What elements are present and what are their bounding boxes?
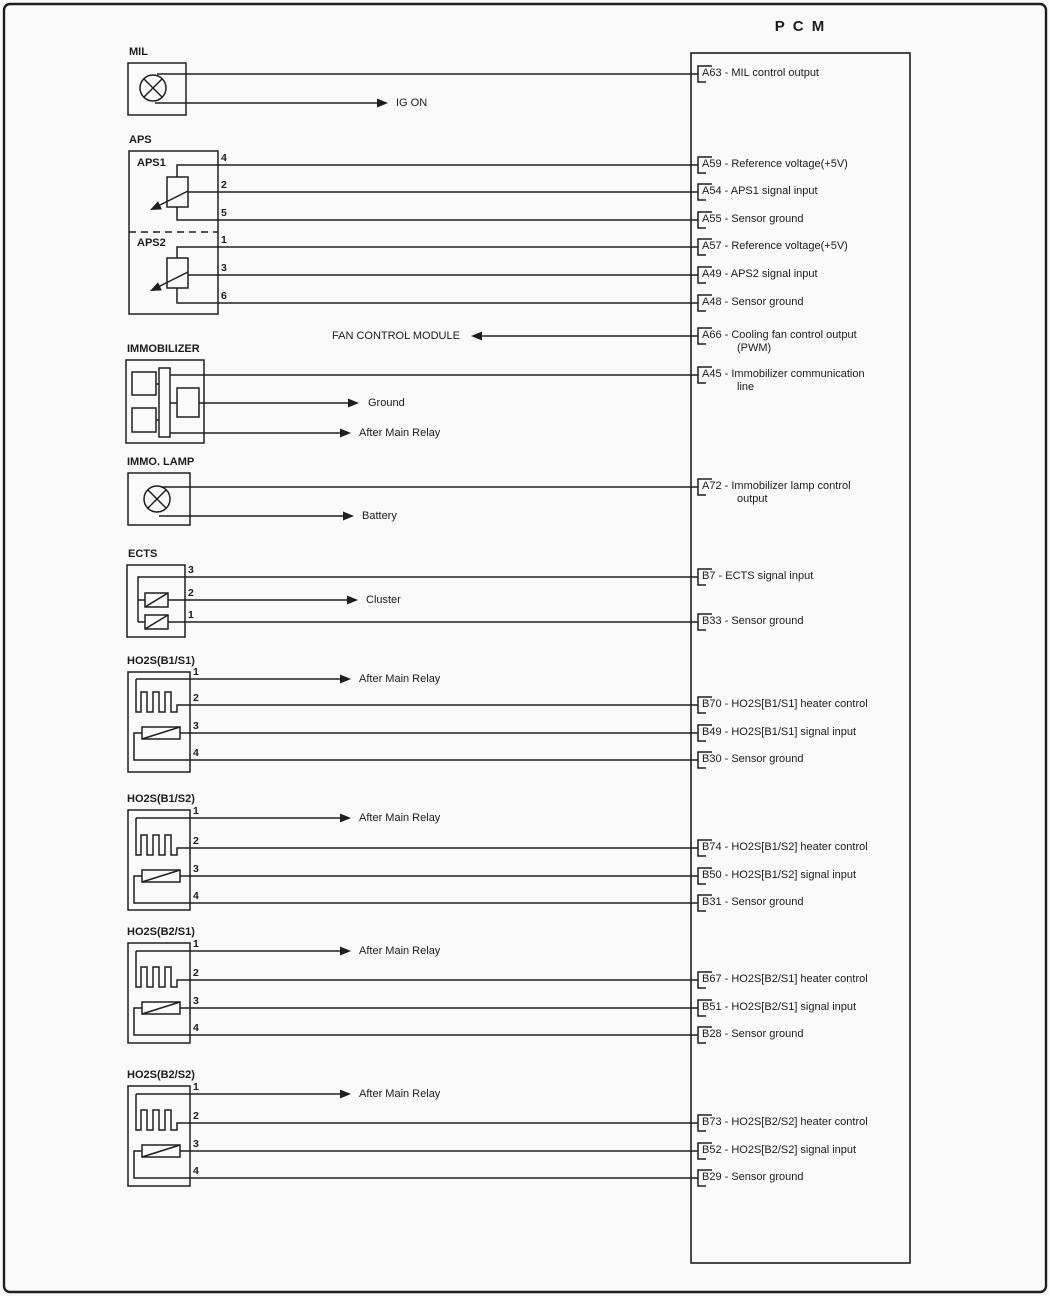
pcm-pin-b51	[702, 1001, 856, 1014]
pin-label: B70 - HO2S[B1/S1] heater control	[702, 698, 868, 710]
wire-target-cluster: Cluster	[366, 594, 401, 606]
arrow-icon-battery	[343, 512, 354, 521]
pcm-title: P C M	[774, 18, 827, 35]
pcm-pin-a48	[702, 296, 804, 309]
pin-number: 2	[188, 587, 194, 599]
component-label-immo-lamp: IMMO. LAMP	[127, 456, 195, 468]
pin-number: 3	[221, 262, 227, 274]
pin-label: A59 - Reference voltage(+5V)	[702, 158, 848, 170]
pcm-pin-a66	[702, 329, 857, 355]
pin-label: B52 - HO2S[B2/S2] signal input	[702, 1144, 857, 1156]
pin-label: B28 - Sensor ground	[702, 1028, 804, 1040]
component-label-aps2: APS2	[137, 237, 166, 249]
component-label-immobilizer: IMMOBILIZER	[127, 343, 200, 355]
pcm-pin-b70	[702, 698, 868, 711]
pin-number: 4	[193, 1022, 199, 1034]
wire-target-after-main-relay: After Main Relay	[359, 1088, 441, 1100]
page-border	[4, 4, 1046, 1292]
pcm-pin-b7	[702, 570, 813, 583]
pcm-pin-b74	[702, 841, 868, 854]
pin-label: A54 - APS1 signal input	[702, 185, 818, 197]
pin-label: B67 - HO2S[B2/S1] heater control	[702, 973, 868, 985]
component-label-ects: ECTS	[128, 548, 158, 560]
pin-label: B30 - Sensor ground	[702, 753, 804, 765]
component-label-aps: APS	[129, 134, 152, 146]
arrow-icon-after-main-relay	[340, 675, 351, 684]
pin-label: B51 - HO2S[B2/S1] signal input	[702, 1001, 857, 1013]
pcm-pin-b28	[702, 1028, 804, 1041]
wire-target-after-main-relay: After Main Relay	[359, 945, 441, 957]
pcm-pin-b33	[702, 615, 804, 628]
pcm-pin-a54	[702, 185, 818, 198]
pin-number: 4	[193, 890, 199, 902]
pin-number: 3	[193, 995, 199, 1007]
wire-target-ground: Ground	[368, 397, 405, 409]
arrow-icon-aps1-wiper	[148, 201, 162, 214]
pin-number: 1	[221, 234, 227, 246]
pin-label: A45 - Immobilizer communication	[702, 368, 865, 380]
immo-lamp-symbol	[128, 473, 698, 525]
wire-target-after-main-relay: After Main Relay	[359, 427, 441, 439]
pin-number: 3	[193, 720, 199, 732]
pcm-box	[691, 53, 910, 1263]
pcm-pin-b29	[702, 1171, 804, 1184]
pin-label-line2: line	[737, 381, 755, 393]
pin-label: A49 - APS2 signal input	[702, 268, 818, 280]
ho2s-b2s1-symbol	[128, 943, 698, 1043]
pin-label: A55 - Sensor ground	[702, 213, 804, 225]
arrow-icon-after-main-relay	[340, 429, 351, 438]
arrow-icon-cluster	[347, 596, 358, 605]
pin-number: 1	[188, 609, 194, 621]
component-label-ho2s-b1s1: HO2S(B1/S1)	[127, 655, 195, 667]
pin-label: B74 - HO2S[B1/S2] heater control	[702, 841, 868, 853]
pin-label: A48 - Sensor ground	[702, 296, 804, 308]
arrow-icon-after-main-relay	[340, 814, 351, 823]
pin-number: 1	[193, 805, 199, 817]
pcm-pin-a63	[702, 67, 819, 80]
pcm-pin-b30	[702, 753, 804, 766]
pcm-pin-a49	[702, 268, 818, 281]
pcm-pin-b50	[702, 869, 856, 882]
pin-label: A72 - Immobilizer lamp control	[702, 480, 851, 492]
pin-label: B31 - Sensor ground	[702, 896, 804, 908]
pin-number: 4	[221, 152, 227, 164]
component-label-ho2s-b2s2: HO2S(B2/S2)	[127, 1069, 195, 1081]
wire-target-after-main-relay: After Main Relay	[359, 812, 441, 824]
pin-number: 2	[221, 179, 227, 191]
pcm-pin-b49	[702, 726, 856, 739]
pin-label: A63 - MIL control output	[702, 67, 819, 79]
pcm-pin-a72	[702, 480, 851, 506]
component-label-ho2s-b1s2: HO2S(B1/S2)	[127, 793, 195, 805]
ho2s-b1s1-symbol	[128, 672, 698, 772]
pcm-pin-b67	[702, 973, 868, 986]
pin-number: 4	[193, 747, 199, 759]
pin-label: B29 - Sensor ground	[702, 1171, 804, 1183]
pin-number: 2	[193, 835, 199, 847]
pin-label-line2: (PWM)	[737, 342, 772, 354]
pin-number: 5	[221, 207, 227, 219]
pin-number: 3	[193, 863, 199, 875]
pin-label: B73 - HO2S[B2/S2] heater control	[702, 1116, 868, 1128]
pcm-pin-b52	[702, 1144, 856, 1157]
wire-target-fan-control-module: FAN CONTROL MODULE	[332, 330, 460, 342]
pin-number: 4	[193, 1165, 199, 1177]
arrow-icon-fan-control	[471, 332, 482, 341]
pin-number: 2	[193, 1110, 199, 1122]
pin-label: B49 - HO2S[B1/S1] signal input	[702, 726, 857, 738]
wire-target-after-main-relay: After Main Relay	[359, 673, 441, 685]
component-label-mil: MIL	[129, 46, 148, 58]
pin-number: 1	[193, 666, 199, 678]
pin-label-line2: output	[737, 493, 768, 505]
pin-number: 1	[193, 1081, 199, 1093]
pin-number: 2	[193, 692, 199, 704]
ects-symbol	[127, 565, 698, 637]
aps-symbol	[129, 151, 698, 314]
arrow-icon-ground	[348, 399, 359, 408]
pin-label: B33 - Sensor ground	[702, 615, 804, 627]
pcm-pin-a59	[702, 158, 848, 171]
pin-number: 6	[221, 290, 227, 302]
pin-label: B50 - HO2S[B1/S2] signal input	[702, 869, 857, 881]
ho2s-b1s2-symbol	[128, 810, 698, 910]
pcm-pin-a55	[702, 213, 804, 226]
wire-target-battery: Battery	[362, 510, 397, 522]
arrow-icon-aps2-wiper	[148, 282, 162, 295]
component-label-ho2s-b2s1: HO2S(B2/S1)	[127, 926, 195, 938]
pcm-pin-b73	[702, 1116, 868, 1129]
pcm-pin-a57	[702, 240, 848, 253]
pin-number: 2	[193, 967, 199, 979]
arrow-icon-ig-on	[377, 99, 388, 108]
arrow-icon-after-main-relay	[340, 1090, 351, 1099]
component-label-aps1: APS1	[137, 157, 166, 169]
pin-number: 3	[193, 1138, 199, 1150]
pin-number: 3	[188, 564, 194, 576]
pin-label: B7 - ECTS signal input	[702, 570, 814, 582]
pin-number: 1	[193, 938, 199, 950]
pin-label: A66 - Cooling fan control output	[702, 329, 857, 341]
pcm-pin-b31	[702, 896, 804, 909]
ho2s-b2s2-symbol	[128, 1086, 698, 1186]
wire-target-ig-on: IG ON	[396, 97, 428, 109]
pcm-pin-a45	[702, 368, 865, 394]
pin-label: A57 - Reference voltage(+5V)	[702, 240, 848, 252]
arrow-icon-after-main-relay	[340, 947, 351, 956]
